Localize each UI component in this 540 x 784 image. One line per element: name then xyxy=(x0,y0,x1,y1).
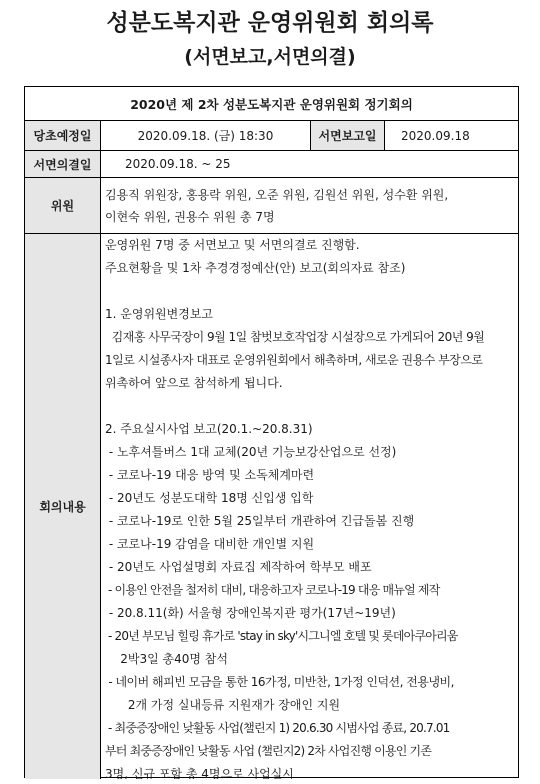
list-item: - 이용인 안전을 철저히 대비, 대응하고자 코로나-19 대응 매뉴얼 제작 xyxy=(105,583,440,597)
report-date-label: 서면보고일 xyxy=(311,121,385,150)
list-item: - 최중증장애인 낮활동 사업(챌린지 1) 20.6.30 시범사업 종료, 20.7.01 xyxy=(105,721,450,735)
members-line-2: 이현숙 위원, 권용수 위원 총 7명 xyxy=(105,209,275,224)
content-intro-1: 운영위원 7명 중 서면보고 및 서면의결로 진행함. xyxy=(105,238,360,252)
list-item: 부터 최중증장애인 낮활동 사업 (챌린지2) 2차 사업진행 이용인 기존 xyxy=(105,744,432,758)
members-line-1: 김용직 위원장, 홍용락 위원, 오준 위원, 김원선 위원, 성수환 위원, xyxy=(105,187,449,202)
list-item: 2박3일 총40명 참석 xyxy=(105,652,228,666)
list-item: - 20년도 사업설명회 자료집 제작하여 학부모 배포 xyxy=(105,560,372,574)
section-1-paragraph-3: 위촉하여 앞으로 참석하게 됩니다. xyxy=(105,376,283,390)
list-item: - 코로나-19 감염을 대비한 개인별 지원 xyxy=(105,537,315,551)
content-intro-2: 주요현황을 및 1차 추경경정예산(안) 보고(회의자료 참조) xyxy=(105,261,406,275)
resolution-label: 서면의결일 xyxy=(25,151,101,177)
meeting-content xyxy=(101,234,518,779)
document-subtitle: (서면보고,서면의결) xyxy=(184,46,356,68)
list-item: - 20년 부모님 힐링 휴가로 'stay in sky'시그니엘 호텔 및 롯데아쿠아리움 xyxy=(105,629,458,643)
list-item: - 코로나-19 대응 방역 및 소독체계마련 xyxy=(105,468,315,482)
list-item: - 20.8.11(화) 서울형 장애인복지관 평가(17년~19년) xyxy=(105,606,396,620)
blank-line xyxy=(105,280,516,303)
list-item: - 노후셔틀버스 1대 교체(20년 기능보강산업으로 선정) xyxy=(105,445,397,459)
members-value xyxy=(101,178,518,233)
list-item: - 20년도 성분도대학 18명 신입생 입학 xyxy=(105,491,314,505)
resolution-row xyxy=(25,151,518,178)
meeting-title-row xyxy=(25,87,518,121)
date-row xyxy=(25,121,518,151)
resolution-value: 2020.09.18. ~ 25 xyxy=(125,157,231,171)
list-item: - 네이버 해피빈 모금을 통한 16가정, 미반찬, 1가정 인덕션, 전용냉비, xyxy=(105,675,454,689)
section-1-paragraph-1: 김재홍 사무국장이 9월 1일 참벗보호작업장 시설장으로 가게되어 20년 9월 xyxy=(105,330,485,344)
document-title: 성분도복지관 운영위원회 회의록 xyxy=(106,10,434,36)
list-item: 2개 가정 실내등류 지원재가 장애인 지원 xyxy=(105,698,341,712)
submit-date-value: 2020.09.18. (금) 18:30 xyxy=(101,121,311,150)
meeting-title: 2020년 제 2차 성분도복지관 운영위원회 정기회의 xyxy=(130,96,413,112)
submit-date-label: 당초예정일 xyxy=(25,121,101,150)
section-2-title: 2. 주요실시사업 보고(20.1.~20.8.31) xyxy=(105,422,313,436)
section-1-paragraph-2: 1일로 시설종사자 대표로 운영위원회에서 해촉하며, 새로운 권용수 부장으로 xyxy=(105,353,483,367)
minutes-table xyxy=(24,86,519,778)
list-item: 3명, 신규 포함 총 4명으로 사업실시 xyxy=(105,767,294,779)
report-date-value: 2020.09.18 xyxy=(401,128,470,143)
members-label: 위원 xyxy=(25,178,101,233)
content-label: 회의내용 xyxy=(25,234,101,779)
list-item: - 코로나-19로 인한 5월 25일부터 개관하여 긴급돌봄 진행 xyxy=(105,514,415,528)
blank-line xyxy=(105,395,516,418)
section-1-title: 1. 운영위원변경보고 xyxy=(105,307,214,321)
members-row xyxy=(25,178,518,234)
